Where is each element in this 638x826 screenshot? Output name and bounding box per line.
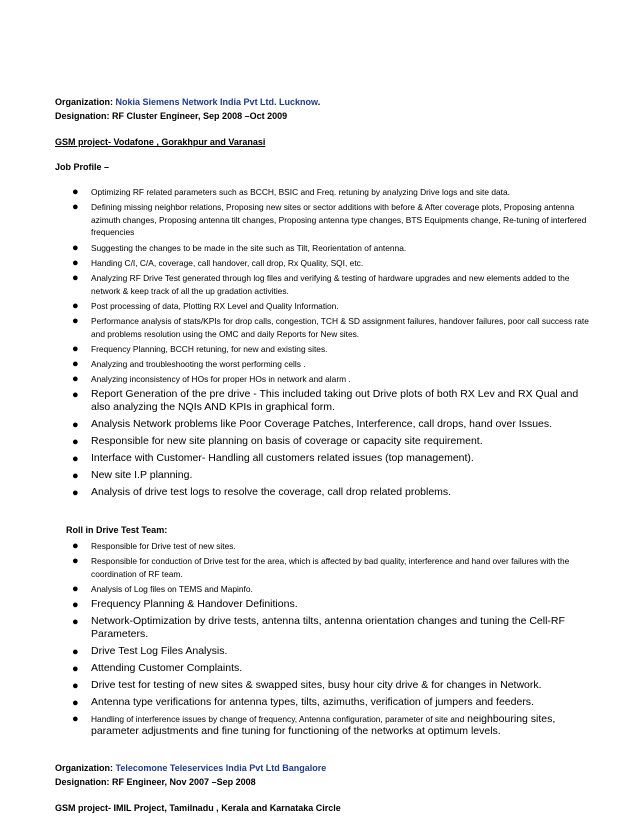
designation-line [55,111,287,121]
job-profile-list [0,186,591,503]
list-item [0,300,591,315]
bullet-icon: ● [72,452,79,465]
designation-label: Designation: [55,111,110,121]
bullet-icon: ● [72,186,79,198]
organization-name: Nokia Siemens Network India Pvt Ltd. Lucknow [115,97,318,107]
project-title: GSM project- Vodafone , Gorakhpur and Varanasi [55,137,266,147]
project-title-2: GSM project- IMIL Project, Tamilnadu , Kerala and Karnataka Circle [55,803,341,813]
bullet-icon: ● [72,679,79,692]
bullet-icon: ● [72,645,79,658]
list-item [0,486,591,503]
list-item-text: Post processing of data, Plotting RX Level and Quality Information. [91,300,339,311]
list-item [0,373,591,388]
list-item-text [91,713,591,738]
list-item-text: Optimizing RF related parameters such as BCCH, BSIC and Freq. retuning by analyzing Drive logs and site data. [91,187,510,197]
list-item-text: Interface with Customer- Handling all customers related issues (top management). [91,451,474,464]
list-item-text: Analyzing and troubleshooting the worst performing cells . [91,358,306,369]
bullet-icon: ● [72,599,79,612]
list-item [0,201,591,241]
designation-line-2 [55,777,256,787]
list-item-text: Defining missing neighbor relations, Proposing new sites or sector additions with before & After coverage plots, Proposing antenna azimuth changes, Proposing antenna tilt changes, Proposing antenna type changes, BTS Equipments change, Re-tuning of interfered frequencies [91,202,587,238]
bullet-icon: ● [72,540,79,552]
organization-label: Organization: [55,97,113,107]
bullet-icon: ● [72,373,79,386]
list-item-text: Antenna type verifications for antenna types, tilts, azimuths, verification of jumpers and feeders. [91,695,534,708]
list-item-text: New site I.P planning. [91,468,193,481]
bullet-icon: ● [72,418,79,431]
designation-value-2: RF Engineer, Nov 2007 –Sep 2008 [112,777,256,787]
list-item [0,679,591,696]
bullet-icon: ● [72,299,79,312]
list-item-text-part: Handling of interference issues by change of frequency, Antenna configuration, parameter of site and [91,713,465,724]
list-item-text: Responsible for conduction of Drive test for the area, which is affected by bad quality, interference and hand over failures with the coordination of RF team. [91,556,570,579]
list-item [0,696,591,713]
list-item [0,469,591,486]
organization-line-2 [55,763,326,773]
roll-list [0,540,591,740]
bullet-icon: ● [72,201,79,214]
list-item [0,388,591,418]
list-item-text: Analyzing inconsistency of HOs for proper HOs in network and alarm . [91,374,351,385]
list-item [0,435,591,452]
organization-line [55,97,320,107]
list-item [0,358,591,373]
list-item-text: Responsible for Drive test of new sites. [91,541,236,551]
bullet-icon: ● [72,555,79,568]
bullet-icon: ● [72,486,79,499]
list-item-text: Report Generation of the pre drive - This included taking out Drive plots of both RX Lev and RX Qual and also analyzing the NQIs AND KPIs in graphical form. [91,388,579,413]
list-item-text: Suggesting the changes to be made in the site such as Tilt, Reorientation of antenna. [91,242,407,253]
list-item-text: Attending Customer Complaints. [91,661,243,674]
organization-period: . [317,97,321,107]
list-item [0,242,591,257]
list-item [0,186,591,201]
bullet-icon: ● [72,241,79,254]
list-item [0,615,591,645]
bullet-icon: ● [72,469,79,482]
list-item-text: Analysis of drive test logs to resolve the coverage, call drop related problems. [91,485,452,498]
bullet-icon: ● [72,712,79,725]
list-item [0,343,591,358]
organization-label-2: Organization: [55,763,113,773]
list-item-text: Performance analysis of stats/KPIs for drop calls, congestion, TCH & SD assignment failures, handover failures, poor call success rate and problems resolution using the OMC and daily Reports for New sites. [91,315,589,339]
designation-value: RF Cluster Engineer, Sep 2008 –Oct 2009 [112,111,288,121]
list-item-text: Analysis of Log files on TEMS and Mapinfo. [91,583,253,594]
job-profile-heading: Job Profile – [55,162,110,172]
list-item-text: Frequency Planning, BCCH retuning, for new and existing sites. [91,343,328,354]
list-item [0,713,591,741]
bullet-icon: ● [72,314,79,327]
list-item-text: Drive Test Log Files Analysis. [91,644,228,657]
list-item [0,272,591,300]
list-item-text: Network-Optimization by drive tests, antenna tilts, antenna orientation changes and tuning the Cell-RF Parameters. [91,615,565,640]
bullet-icon: ● [72,582,79,595]
bullet-icon: ● [72,256,79,269]
list-item [0,418,591,435]
list-item-text: Analysis Network problems like Poor Coverage Patches, Interference, call drops, hand over Issues. [91,417,553,430]
list-item [0,662,591,679]
list-item-text: Handing C/I, C/A, coverage, call handover, call drop, Rx Quality, SQI, etc. [91,257,364,268]
list-item [0,583,591,598]
list-item [0,598,591,615]
list-item-text: Analyzing RF Drive Test generated through log files and verifying & testing of hardware upgrades and new elements added to the network & keep track of all the up gradation activities. [91,272,570,296]
list-item-text: Frequency Planning & Handover Definitions. [91,598,298,611]
bullet-icon: ● [72,616,79,629]
designation-label-2: Designation: [55,777,110,787]
bullet-icon: ● [72,435,79,448]
list-item [0,645,591,662]
organization-name-2: Telecomone Teleservices India Pvt Ltd Bangalore [115,763,327,773]
bullet-icon: ● [72,271,79,284]
list-item [0,555,591,583]
bullet-icon: ● [72,696,79,709]
list-item [0,257,591,272]
bullet-icon: ● [72,357,79,370]
list-item [0,540,591,555]
roll-heading: Roll in Drive Test Team: [66,525,168,535]
list-item-text-part: neighbouring sites, parameter adjustments and fine tuning for functioning of the networks at optimum levels. [91,712,556,738]
list-item-text: Drive test for testing of new sites & swapped sites, busy hour city drive & for changes in Network. [91,678,542,691]
bullet-icon: ● [72,389,79,402]
list-item [0,452,591,469]
list-item [0,315,591,343]
list-item-text: Responsible for new site planning on basis of coverage or capacity site requirement. [91,434,483,447]
bullet-icon: ● [72,342,79,355]
bullet-icon: ● [72,662,79,675]
